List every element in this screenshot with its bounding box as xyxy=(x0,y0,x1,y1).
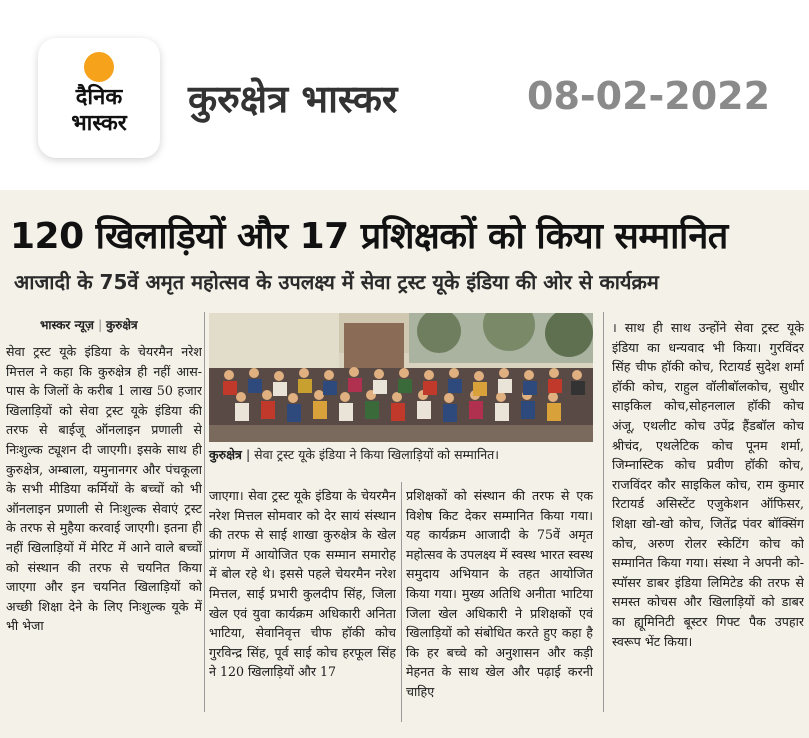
edition-date: 08-02-2022 xyxy=(527,74,771,118)
column-divider xyxy=(603,312,604,712)
app-header xyxy=(0,0,809,190)
article-column-4: । साथ ही साथ उन्होंने सेवा ट्रस्ट यूके इंडिया का धन्यवाद भी किया। गुरविंदर सिंह चीफ हॉकी कोच, रिटायर्ड सुदेश शर्मा हॉकी कोच, राहुल वॉलीबॉलकोच, सुधीर साइकिल कोच,सोहनलाल हॉकी कोच अंजू, एथलीट कोच उपेंद्र हैंडबॉल कोच श्रीचंद, एथलेटिक कोच पूनम शर्मा, जिम्नास्टिक कोच प्रवीण हॉकी कोच, राजविंदर कौर साइकिल कोच, राम कुमार रिटायर्ड असिस्टेंट एजुकेशन ऑफिसर, शिक्षा खो-खो कोच, जितेंद्र पंवर बॉक्सिंग कोच, अरुण रोलर स्केटिंग कोच को सम्मानित किया गया। संस्था ने अपनी को-स्पॉसर डाबर इंडिया लिमिटेड की तरफ से समस्त कोचस और खिलाड़ियों को डाबर का ह्यूमिनिटी बूस्टर गिफ्ट पैक उपहार स्वरूप भेंट किया। xyxy=(612,320,804,649)
caption-separator: | xyxy=(245,447,255,462)
newspaper-clipping xyxy=(0,190,809,738)
column-divider xyxy=(401,482,402,722)
edition-title: कुरुक्षेत्र भास्कर xyxy=(188,77,398,121)
article-column-1: सेवा ट्रस्ट यूके इंडिया के चेयरमैन नरेश मित्तल ने कहा कि कुरुक्षेत्र ही नहीं आस-पास के जिलों के करीब 1 लाख 50 हजार खिलाड़ियों को सेवा ट्रस्ट यूके इंडिया की तरफ से बाईजू ऑनलाइन प्रणाली से निःशुल्क ट्यूशन दी जाएगी। इसके साथ ही कुरुक्षेत्र, अम्बाला, यमुनानगर और पंचकूला के सभी मीडिया कर्मियों के बच्चों को भी ऑनलाइन प्रणाली से निःशुल्क सेवाएं ट्रस्ट के तरफ से मुहैया करवाई जाएगी। इतना ही नहीं खिलाड़ियों में मेरिट में आने वाले बच्चों को संस्थान की तरफ से चयनित किया जाएगा और इन चयनित खिलाड़ियों को अच्छी शिक्षा देने के लिए निःशुल्क यूके में भी भेजा xyxy=(6,344,202,634)
group-photo-illustration xyxy=(209,313,593,442)
article-byline xyxy=(40,316,138,333)
byline-agency: भास्कर न्यूज़ xyxy=(40,318,94,332)
column-divider xyxy=(204,312,205,712)
photo-caption xyxy=(209,446,593,463)
caption-place: कुरुक्षेत्र xyxy=(209,447,242,462)
caption-text: सेवा ट्रस्ट यूके इंडिया ने किया खिलाड़ियों को सम्मानित। xyxy=(254,447,500,462)
article-subheadline: आजादी के 75वें अमृत महोत्सव के उपलक्ष्य में सेवा ट्रस्ट यूके इंडिया की ओर से कार्यक्रम xyxy=(14,270,659,294)
byline-location: कुरुक्षेत्र xyxy=(105,318,138,332)
article-column-2: जाएगा। सेवा ट्रस्ट यूके इंडिया के चेयरमैन नरेश मित्तल सोमवार को देर सायं संस्थान की तरफ से साई शाखा कुरुक्षेत्र के खेल प्रांगण में आयोजित एक सम्मान समारोह में बोल रहे थे। इससे पहले चेयरमैन नरेश मित्तल, साई प्रभारी कुलदीप सिंह, जिला खेल एवं युवा कार्यक्रम अधिकारी अनिता भाटिया, सेवानिवृत्त चीफ हॉकी कोच गुरविन्द्र सिंह, पूर्व साई कोच हरफूल सिंह ने 120 खिलाड़ियों और 17 xyxy=(209,488,396,680)
logo-text-line2: भास्कर xyxy=(71,111,127,136)
sun-icon xyxy=(84,52,114,82)
dainik-bhaskar-logo[interactable] xyxy=(38,38,160,158)
article-column-3: प्रशिक्षकों को संस्थान की तरफ से एक विशेष किट देकर सम्मानित किया गया। यह कार्यक्रम आजादी के 75वें अमृत महोत्सव के उपलक्ष्य में स्वस्थ भारत स्वस्थ समुदाय अभियान के तहत आयोजित किया गया। मुख्य अतिथि अनीता भाटिया जिला खेल अधिकारी ने प्रशिक्षकों एवं खिलाड़ियों को संबोधित करते हुए कहा है कि हर बच्चे को अनुशासन और कड़ी मेहनत के साथ खेल और पढ़ाई करनी चाहिए xyxy=(406,488,593,699)
article-headline: 120 खिलाड़ियों और 17 प्रशिक्षकों को किया सम्मानित xyxy=(10,216,728,257)
article-photo xyxy=(209,313,593,442)
logo-text-line1: दैनिक xyxy=(75,85,123,110)
byline-separator: | xyxy=(98,318,106,332)
